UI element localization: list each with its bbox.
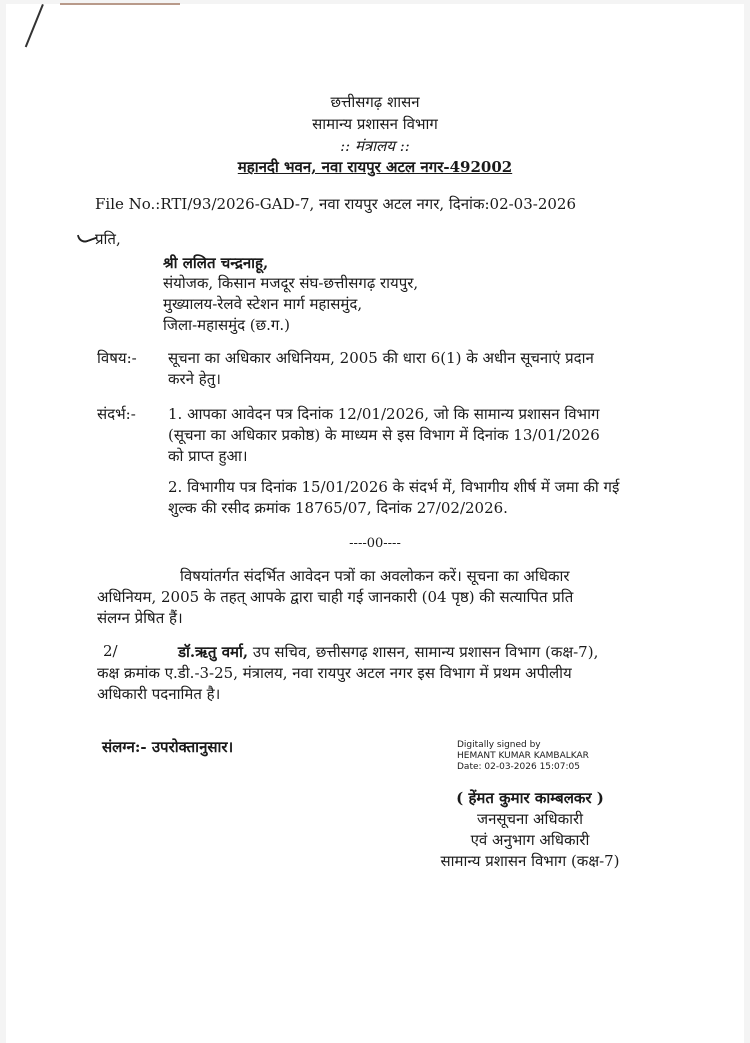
body-para-2-number: 2/ [103,642,118,660]
body-para-2-line-1: उप सचिव, छत्तीसगढ़ शासन, सामान्य प्रशासन विभाग (कक्ष-7), [248,643,599,661]
recipient-line-2: मुख्यालय-रेलवे स्टेशन मार्ग महासमुंद, [163,295,363,313]
header-department: सामान्य प्रशासन विभाग [312,115,438,133]
body-para-2-line-3: अधिकारी पदनामित है। [97,685,221,703]
separator: ----00---- [349,536,401,551]
subject-label: विषय:- [97,349,137,367]
body-para-1-line-3: संलग्न प्रेषित हैं। [97,609,183,627]
reference-2-line-1: 2. विभागीय पत्र दिनांक 15/01/2026 के संदर्भ में, विभागीय शीर्ष में जमा की गई [168,478,620,496]
reference-2-line-2: शुल्क की रसीद क्रमांक 18765/07, दिनांक 27/02/2026. [168,499,508,517]
signatory-title-1: जनसूचना अधिकारी [476,810,584,828]
body-para-2-line-2: कक्ष क्रमांक ए.डी.-3-25, मंत्रालय, नवा रायपुर अटल नगर इस विभाग में प्रथम अपीलीय [97,664,572,682]
enclosure-note: संलग्न:- उपरोक्तानुसार। [102,738,234,756]
to-label: प्रति, [95,230,121,248]
reference-label: संदर्भ:- [97,405,136,423]
reference-1-line-2: (सूचना का अधिकार प्रकोष्ठ) के माध्यम से इस विभाग में दिनांक 13/01/2026 [168,426,600,444]
reference-1-line-1: 1. आपका आवेदन पत्र दिनांक 12/01/2026, जो कि सामान्य प्रशासन विभाग [168,405,600,423]
body-para-1-line-2: अधिनियम, 2005 के तहत् आपके द्वारा चाही गई जानकारी (04 पृष्ठ) की सत्यापित प्रति [97,588,574,606]
file-number-line: File No.:RTI/93/2026-GAD-7, नवा रायपुर अटल नगर, दिनांक:02-03-2026 [95,195,577,213]
digital-signature-line-1: Digitally signed by [457,740,541,750]
subject-line-1: सूचना का अधिकार अधिनियम, 2005 की धारा 6(1) के अधीन सूचनाएं प्रदान [168,349,594,367]
recipient-line-1: संयोजक, किसान मजदूर संघ-छत्तीसगढ़ रायपुर, [163,274,419,292]
signatory-name: ( हेंमत कुमार काम्बलकर ) [456,789,604,807]
reference-1-line-3: को प्राप्त हुआ। [168,447,248,465]
subject-line-2: करने हेतु। [168,370,221,388]
header-secretariat: :: मंत्रालय :: [340,137,410,155]
page-edge-shadow [60,3,180,5]
recipient-line-3: जिला-महासमुंद (छ.ग.) [163,316,291,334]
digital-signature-signer: HEMANT KUMAR KAMBALKAR [457,751,589,761]
body-para-1-line-1: विषयांतर्गत संदर्भित आवेदन पत्रों का अवलोकन करें। सूचना का अधिकार [180,567,570,585]
header-address: महानदी भवन, नवा रायपुर अटल नगर-492002 [237,158,513,176]
signatory-title-2: एवं अनुभाग अधिकारी [470,831,590,849]
digital-signature-date: Date: 02-03-2026 15:07:05 [457,762,580,772]
appellate-officer-name: डॉ.ऋतु वर्मा, [178,643,249,661]
recipient-name: श्री ललित चन्द्रनाहू, [163,254,269,272]
signatory-title-3: सामान्य प्रशासन विभाग (कक्ष-7) [440,852,620,870]
header-government: छत्तीसगढ़ शासन [330,93,420,111]
